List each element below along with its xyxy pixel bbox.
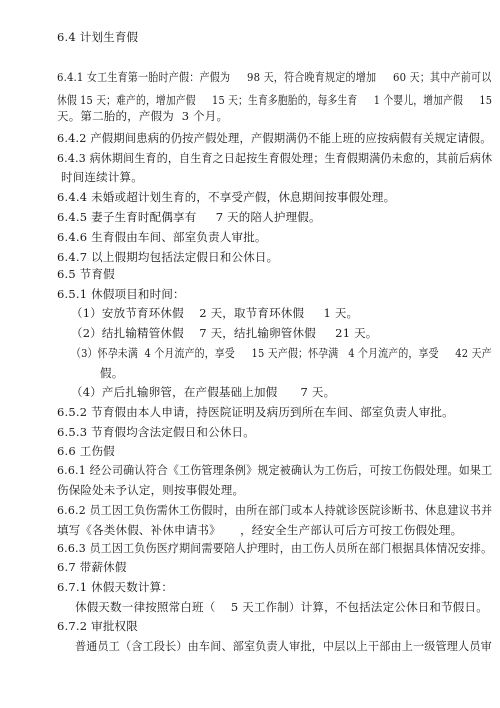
paragraph-line: 6.4.6 生育假由车间、部室负责人审批。 bbox=[57, 230, 267, 244]
list-item: （2）结扎输精管休假 7 天，结扎输卵管休假 21 天。 bbox=[71, 326, 378, 340]
paragraph-line: 休假天数一律按照常白班（ 5 天工作制）计算，不包括法定公休日和节假日。 bbox=[75, 600, 488, 614]
list-item: （4）产后扎输卵管，在产假基础上加假 7 天。 bbox=[71, 385, 336, 399]
paragraph-line: 6.4.4 未婚或超计划生育的，不享受产假，休息期间按事假处理。 bbox=[57, 190, 396, 204]
paragraph-line: 6.5.1 休假项目和时间： bbox=[57, 287, 185, 301]
list-item: 假。 bbox=[100, 366, 124, 380]
paragraph-line: 6.4.1 女工生育第一胎时产假：产假为 98 天，符合晚育规定的增加 60 天；其中产前可以 bbox=[57, 70, 492, 84]
paragraph-line: 6.5.3 节育假均含法定假日和公休日。 bbox=[57, 425, 255, 439]
section-heading: 6.7 带薪休假 bbox=[57, 560, 127, 574]
paragraph-line: 时间连续计算。 bbox=[61, 170, 143, 184]
list-item: （1）安放节育环休假 2 天，取节育环休假 1 天。 bbox=[71, 306, 359, 320]
section-heading: 6.5 节育假 bbox=[57, 267, 115, 281]
paragraph-line: 6.7.2 审批权限 bbox=[57, 619, 138, 633]
paragraph-line: 6.6.1 经公司确认符合《工伤管理条例》规定被确认为工伤后，可按工伤假处理。如果工 bbox=[57, 463, 493, 477]
paragraph-line: 伤保险处未予认定，则按事假处理。 bbox=[57, 483, 245, 497]
paragraph-line: 6.4.3 病休期间生育的，自生育之日起按生育假处理；生育假期满仍未愈的，其前后病休 bbox=[57, 151, 493, 165]
paragraph-line: 普通员工（含工段长）由车间、部室负责人审批，中层以上干部由上一级管理人员审 bbox=[75, 639, 492, 653]
section-heading: 6.4 计划生育假 bbox=[57, 30, 139, 44]
section-heading: 6.6 工伤假 bbox=[57, 444, 115, 458]
paragraph-line: 天。第二胎的，产假为 3 个月。 bbox=[57, 109, 229, 123]
paragraph-line: 6.4.7 以上假期均包括法定假日和公休日。 bbox=[57, 250, 279, 264]
paragraph-line: 6.6.3 员工因工负伤医疗期间需要陪人护理时，由工伤人员所在部门根据具体情况安排。 bbox=[57, 541, 493, 555]
paragraph-line: 6.6.2 员工因工负伤需休工伤假时，由所在部门或本人持就诊医院诊断书、休息建议书并 bbox=[57, 503, 493, 517]
paragraph-line: 休假 15 天；难产的，增加产假 15 天；生育多胞胎的，每多生育 1 个婴儿，增加产假 15 bbox=[57, 93, 493, 107]
paragraph-line: 6.5.2 节育假由本人申请，持医院证明及病历到所在车间、部室负责人审批。 bbox=[57, 405, 454, 419]
paragraph-line: 6.4.2 产假期间患病的仍按产假处理，产假期满仍不能上班的应按病假有关规定请假。 bbox=[57, 131, 492, 145]
list-item: （3）怀孕未满 4 个月流产的，享受 15 天产假；怀孕满 4 个月流产的，享受 42 天产 bbox=[71, 346, 492, 360]
paragraph-line: 填写《各类休假、补休申请书》 ，经安全生产部认可后方可按工伤假处理。 bbox=[57, 523, 463, 537]
paragraph-line: 6.7.1 休假天数计算： bbox=[57, 580, 174, 594]
paragraph-line: 6.4.5 妻子生育时配偶享有 7 天的陪人护理假。 bbox=[57, 210, 321, 224]
